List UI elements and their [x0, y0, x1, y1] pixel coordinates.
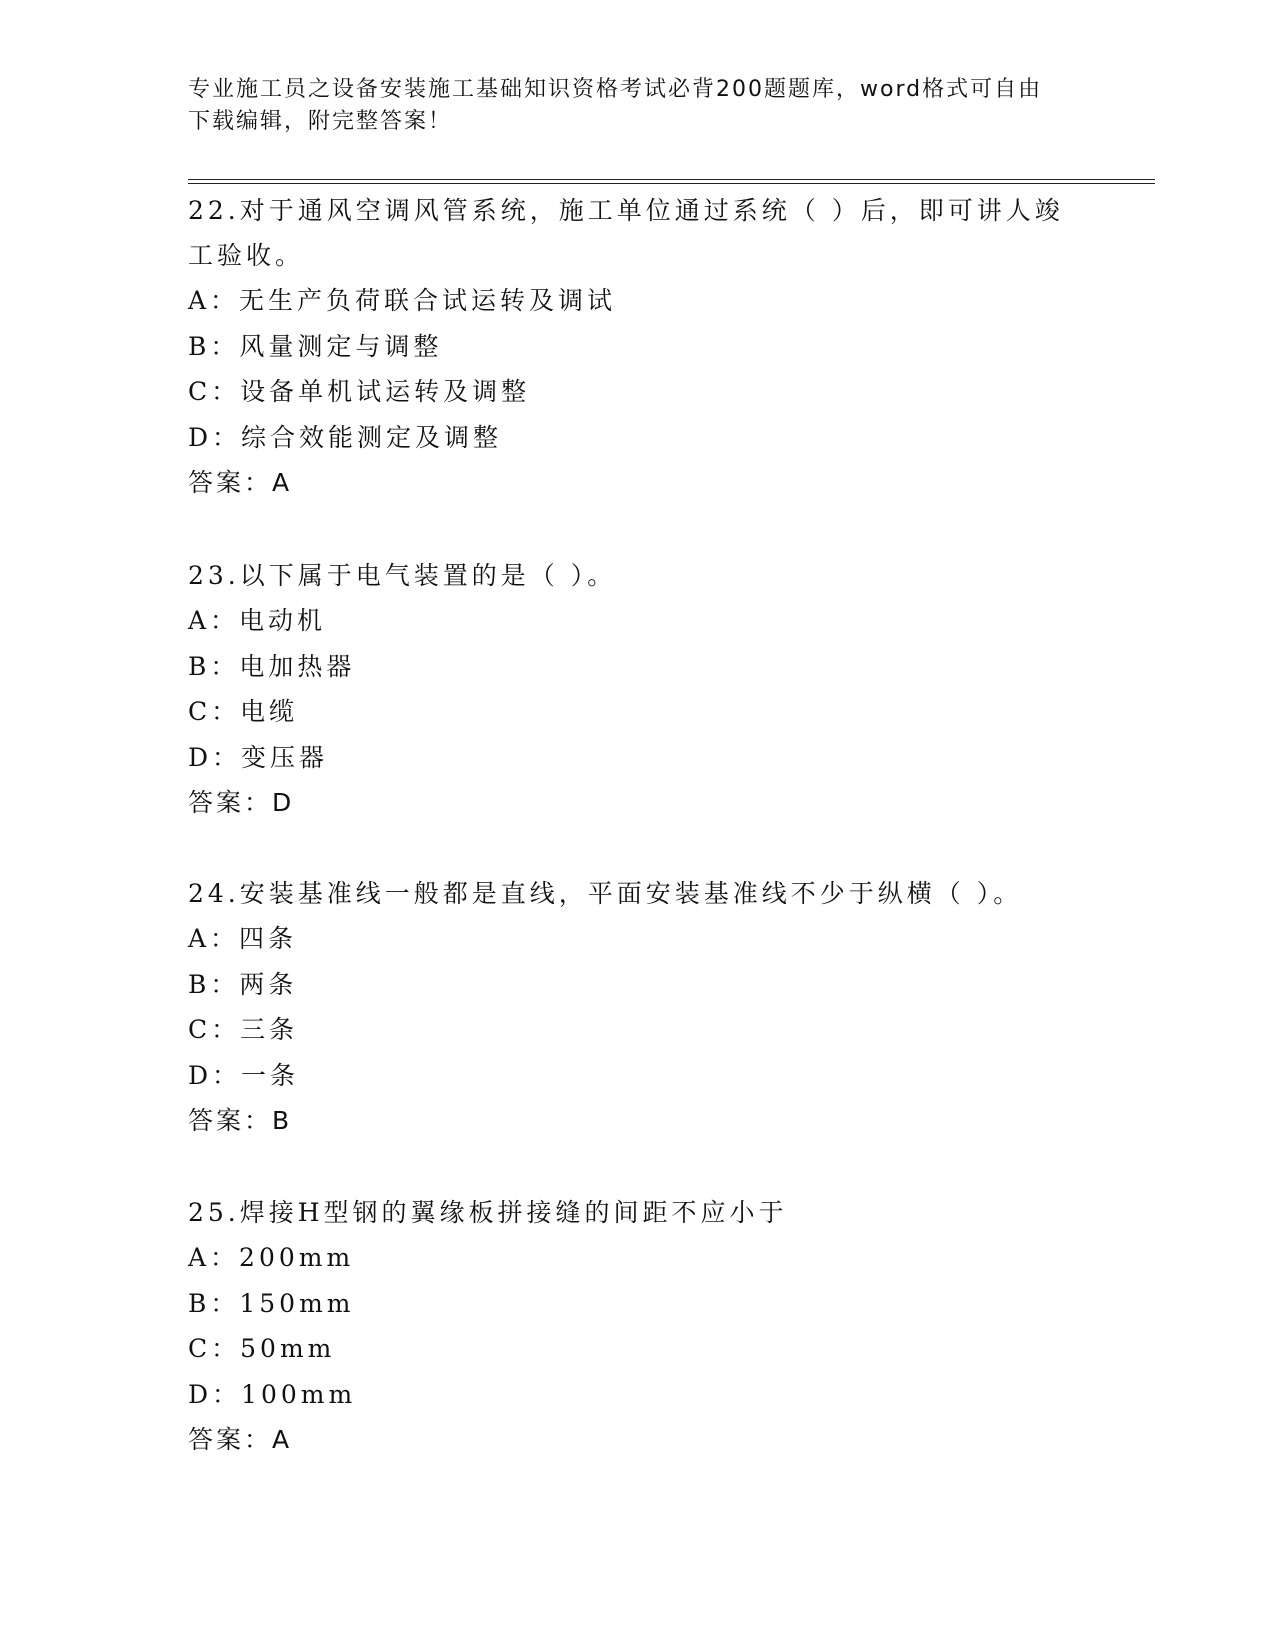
question-22: [188, 188, 1088, 506]
option-d: D：综合效能测定及调整: [188, 422, 503, 452]
question-25: [188, 1190, 1088, 1463]
answer-line: 答案：A: [188, 468, 293, 497]
answer-line: 答案：D: [188, 788, 295, 817]
option-c: C：电缆: [188, 697, 299, 726]
option-d: D：100mm: [188, 1379, 357, 1409]
option-c: C：设备单机试运转及调整: [188, 377, 531, 406]
answer-line: 答案：B: [188, 1106, 293, 1135]
option-a: A：无生产负荷联合试运转及调试: [188, 286, 617, 315]
document-header: [188, 74, 1068, 138]
question-stem: 24.安装基准线一般都是直线，平面安装基准线不少于纵横（ ）。: [188, 879, 1023, 908]
question-stem-continued: 工验收。: [188, 241, 305, 270]
question-stem: 23.以下属于电气装置的是（ ）。: [188, 561, 617, 590]
header-divider-top: [188, 179, 1155, 180]
question-stem: 22.对于通风空调风管系统，施工单位通过系统（ ）后，即可讲人竣: [188, 196, 1064, 225]
option-c: C：50mm: [188, 1334, 336, 1363]
option-a: A：四条: [188, 924, 298, 953]
question-stem: 25.焊接H型钢的翼缘板拼接缝的间距不应小于: [188, 1198, 788, 1227]
option-b: B：150mm: [188, 1288, 355, 1318]
option-b: B：电加热器: [188, 651, 356, 681]
header-divider-bottom: [188, 183, 1155, 184]
option-d: D：变压器: [188, 742, 329, 772]
option-d: D：一条: [188, 1060, 300, 1090]
option-b: B：风量测定与调整: [188, 331, 443, 361]
question-23: [188, 553, 1088, 826]
question-24: [188, 871, 1088, 1144]
option-c: C：三条: [188, 1015, 299, 1044]
header-line-1: 专业施工员之设备安装施工基础知识资格考试必背200题题库，word格式可自由: [188, 77, 1043, 102]
answer-line: 答案：A: [188, 1425, 293, 1454]
header-line-2: 下载编辑，附完整答案！: [188, 109, 453, 134]
option-a: A：200mm: [188, 1243, 355, 1272]
option-b: B：两条: [188, 969, 298, 999]
option-a: A：电动机: [188, 606, 327, 635]
